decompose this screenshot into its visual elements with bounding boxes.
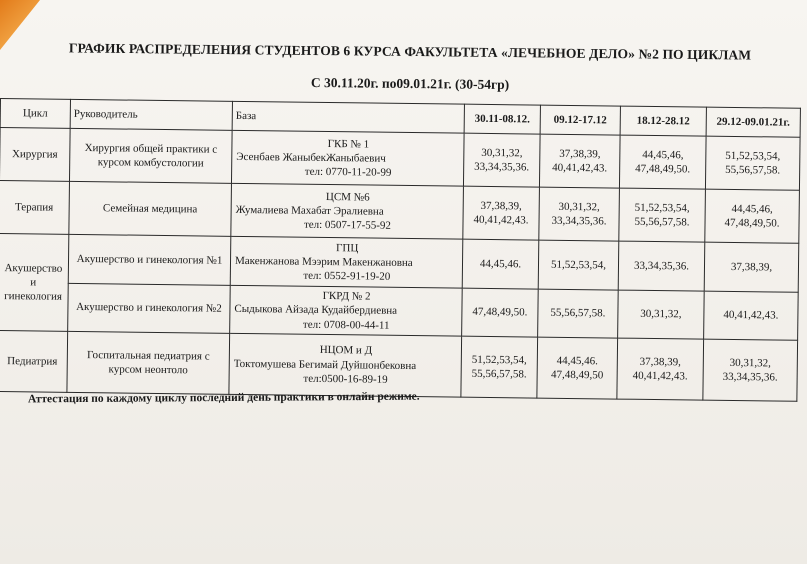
- groups-cell: 44,45,46. 47,48,49,50: [537, 337, 618, 399]
- leader-cell: Семейная медицина: [69, 181, 232, 236]
- base-name: ГПЦ: [335, 241, 359, 254]
- groups-cell: 51,52,53,54, 55,56,57,58.: [619, 188, 706, 242]
- base-phone: тел: 0552-91-19-20: [303, 269, 391, 283]
- groups-cell: 37,38,39, 40,41,42,43.: [539, 134, 620, 188]
- schedule-table: [0, 98, 801, 402]
- base-person: Эсенбаев ЖаныбекЖаныбаевич: [236, 150, 386, 165]
- groups-cell: 44,45,46, 47,48,49,50.: [619, 135, 706, 189]
- base-cell: [231, 130, 464, 186]
- groups-cell: 44,45,46, 47,48,49,50.: [705, 189, 800, 243]
- groups-cell: 30,31,32,: [618, 290, 705, 339]
- base-phone: тел: 0770-11-20-99: [304, 165, 392, 179]
- cycle-cell: Терапия: [0, 180, 69, 234]
- cycle-cell: Акушерство и гинекология: [0, 233, 69, 331]
- leader-cell: Госпитальная педиатрия с курсом неонтоло: [67, 331, 230, 394]
- leader-cell: Хирургия общей практики с курсом комбустологии: [69, 128, 232, 183]
- groups-cell: 44,45,46.: [462, 239, 539, 289]
- base-name: НЦОМ и Д: [319, 344, 373, 358]
- groups-cell: 33,34,35,36.: [618, 241, 705, 291]
- groups-cell: 37,38,39,: [704, 242, 799, 292]
- groups-cell: 30,31,32, 33,34,35,36.: [463, 133, 540, 187]
- groups-cell: 37,38,39, 40,41,42,43.: [617, 338, 704, 400]
- base-cell: [229, 333, 462, 397]
- header-period-1: 30.11-08.12.: [464, 104, 540, 134]
- base-cell: [230, 236, 463, 288]
- base-name: ГКБ № 1: [327, 137, 370, 151]
- cycle-cell: Педиатрия: [0, 330, 68, 392]
- groups-cell: 47,48,49,50.: [462, 288, 539, 337]
- base-cell: [231, 183, 464, 239]
- header-leader: Руководитель: [70, 99, 232, 130]
- base-person: Токтомушева Бегимай Дуйшонбековна: [233, 357, 417, 372]
- base-person: Макенжанова Мээрим Макенжановна: [234, 254, 413, 269]
- base-phone: тел:0500-16-89-19: [303, 372, 388, 386]
- table-row: [0, 128, 800, 191]
- base-person: Жумалиева Махабат Эралиевна: [235, 203, 384, 218]
- base-phone: тел: 0708-00-44-11: [302, 318, 390, 332]
- groups-cell: 51,52,53,54, 55,56,57,58.: [461, 336, 538, 398]
- base-name: ЦСМ №6: [325, 190, 370, 204]
- table-row: [0, 180, 799, 243]
- groups-cell: 51,52,53,54, 55,56,57,58.: [705, 136, 800, 190]
- header-cycle: Цикл: [0, 99, 70, 129]
- base-name: ГКРД № 2: [322, 289, 371, 303]
- header-period-2: 09.12-17.12: [540, 105, 620, 135]
- cycle-cell: Хирургия: [0, 128, 70, 182]
- schedule-table-wrapper: [0, 98, 800, 402]
- leader-cell: Акушерство и гинекология №1: [68, 234, 231, 285]
- base-phone: тел: 0507-17-55-92: [303, 218, 392, 232]
- groups-cell: 30,31,32, 33,34,35,36.: [703, 339, 798, 401]
- leader-cell: Акушерство и гинекология №2: [68, 283, 231, 333]
- groups-cell: 55,56,57,58.: [538, 289, 619, 338]
- header-period-4: 29.12-09.01.21г.: [706, 107, 800, 137]
- base-person: Сыдыкова Айзада Кудайбердиевна: [234, 303, 398, 318]
- groups-cell: 37,38,39, 40,41,42,43.: [463, 186, 540, 240]
- base-cell: [230, 285, 463, 336]
- groups-cell: 40,41,42,43.: [704, 291, 799, 340]
- attestation-note: Аттестация по каждому циклу последний день практики в онлайн режиме.: [27, 390, 420, 406]
- header-period-3: 18.12-28.12: [620, 106, 706, 136]
- header-base: База: [232, 101, 464, 133]
- groups-cell: 30,31,32, 33,34,35,36.: [539, 187, 620, 241]
- document-subtitle: С 30.11.20г. по09.01.21г. (30-54гр): [310, 74, 510, 93]
- document-title: ГРАФИК РАСПРЕДЕЛЕНИЯ СТУДЕНТОВ 6 КУРСА ФАКУЛЬТЕТА «ЛЕЧЕБНОЕ ДЕЛО» №2 ПО ЦИКЛАМ: [68, 40, 752, 63]
- groups-cell: 51,52,53,54,: [538, 240, 619, 290]
